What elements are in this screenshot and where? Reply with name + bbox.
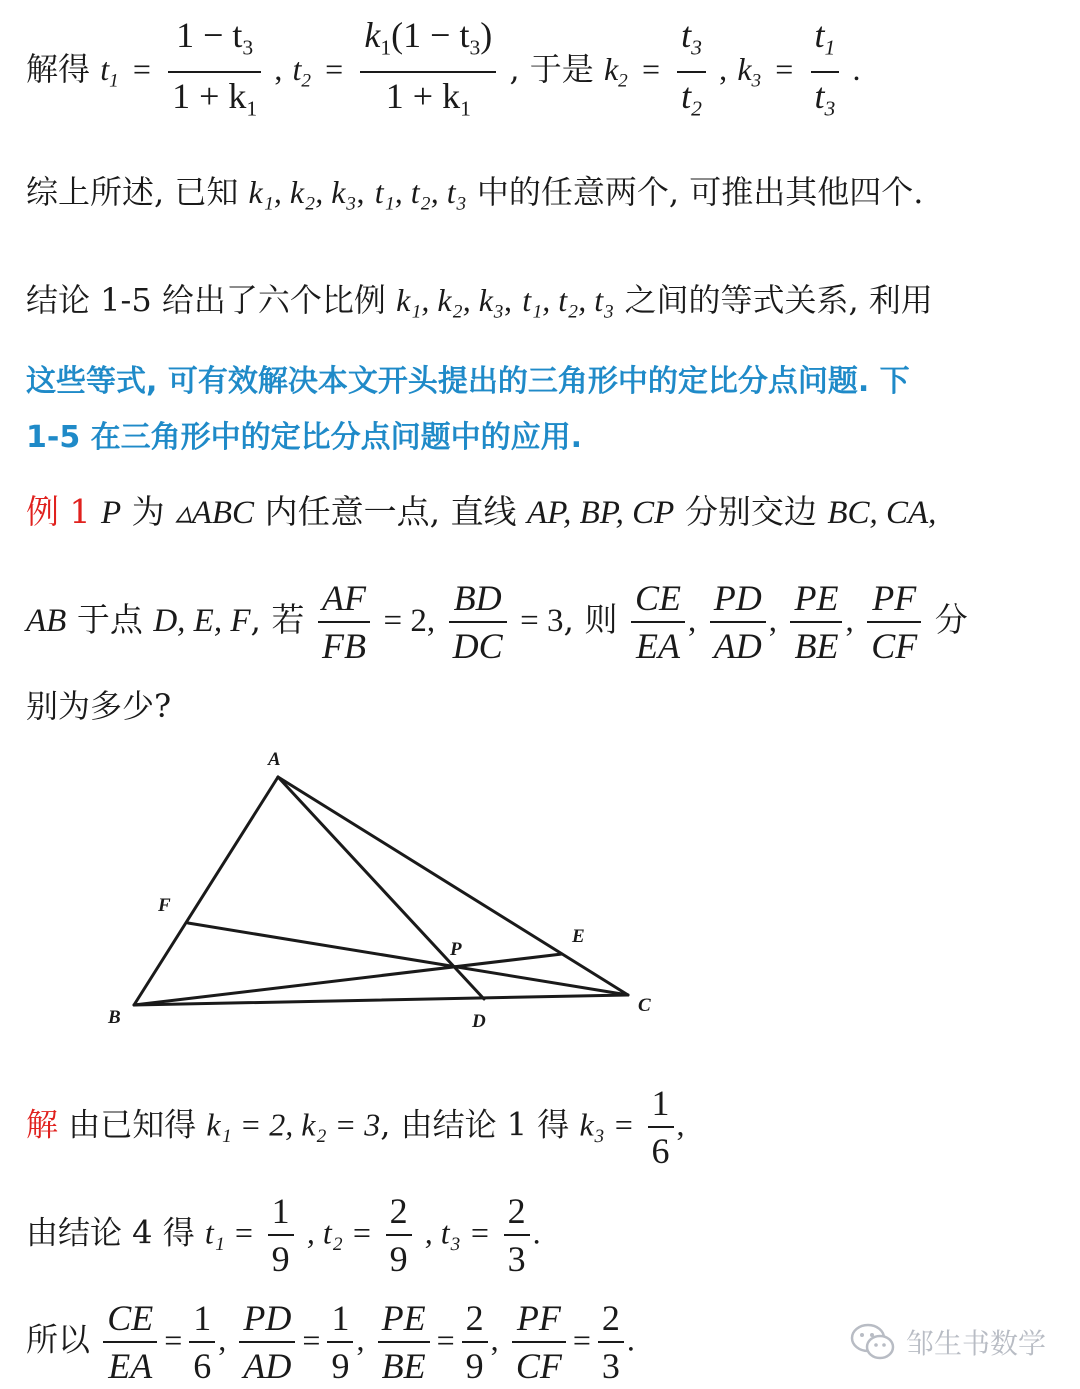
label-d: D [472,1011,486,1032]
summary-line: 综上所述, 已知 k₁, k₂, k₃, t₁, t₂, t₃ 中的任意两个, 可推出其他四个. [26,173,924,211]
fraction-k2: $\frac{t_3}{t_2}$ [677,12,706,131]
cevian-cf [188,923,628,995]
fraction-bd-dc: $\frac{BD}{DC}$ [449,575,507,669]
fraction-k3: $\frac{t_1}{t_3}$ [811,12,840,131]
triangle-figure [100,735,680,1035]
label-c: C [638,995,651,1016]
fraction-pe-be: $\frac{PE}{BE}$ [790,575,842,669]
fraction-pf-cf: $\frac{PF}{CF}$ [867,575,921,669]
fraction-t1-value: $\frac{1}{9}$ [268,1188,294,1282]
label-e: E [572,926,585,947]
example-line-3: 别为多少? [26,687,172,725]
fraction-af-fb: $\frac{AF}{FB}$ [318,575,370,669]
fraction-pe-be-result: $\frac{PE}{BE}$ [378,1295,430,1389]
fraction-ce-ea: $\frac{CE}{EA}$ [631,575,685,669]
side-ab [134,777,278,1005]
solution-label: 解 [26,1105,59,1144]
fraction-pd-ad: $\frac{PD}{AD}$ [710,575,766,669]
label-f: F [158,895,171,916]
example-line-2: AB 于点 D, E, F, 若 $\frac{AF}{FB}$ = 2, $\frac{BD}{DC}$ = 3, 则 $\frac{CE}{EA}$ , $\frac{PD}{AD}$ , $\frac{PE}{BE}$ , $\frac{PF}{CF}$ 分 [26,575,968,669]
side-ca [278,777,628,995]
fraction-pf-cf-result: $\frac{PF}{CF}$ [512,1295,566,1389]
fraction-t3-value: $\frac{2}{3}$ [504,1188,530,1282]
solution-line-3: 所以 $\frac{CE}{EA}$ = $\frac{1}{6}$ , $\frac{PD}{AD}$ = $\frac{1}{9}$ , $\frac{PE}{BE}$ = $\frac{2}{9}$ , $\frac{PF}{CF}$ = $\frac{2}{3}$ . [26,1295,635,1389]
fraction-ce-ea-result: $\frac{CE}{EA}$ [103,1295,157,1389]
watermark [850,1322,1046,1362]
wechat-icon [850,1322,896,1362]
solution-line-2: 由结论 4 得 t₁ = $\frac{1}{9}$ , t₂ = $\frac{2}{9}$ , t₃ = $\frac{2}{3}$ . [26,1188,541,1282]
watermark-text: 邹生书数学 [905,1327,1046,1360]
highlight-line-2: 1-5 在三角形中的定比分点问题中的应用. [26,420,583,455]
line-solve-t: 解得 $t_1$ = $\frac{1 - t_3}{1 + k_1}$ , $t_2$ = $\frac{k_1(1 - t_3)}{1 + k_1}$ , 于是 $k_2$ = $\frac{t_3}{t_2}$ , $k_3$ = $\frac{t_1}{t_3}$ . [26,12,860,131]
conclusion-line: 结论 1-5 给出了六个比例 k₁, k₂, k₃, t₁, t₂, t₃ 之间的等式关系, 利用 [26,281,933,319]
fraction-t2: $\frac{k_1(1 - t_3)}{1 + k_1}$ [360,12,496,131]
label-b: B [108,1007,121,1028]
fraction-t2-value: $\frac{2}{9}$ [386,1188,412,1282]
label-p: P [450,939,462,960]
example-label: 例 1 [26,492,91,531]
solution-line-1: 解 由已知得 k₁ = 2, k₂ = 3, 由结论 1 得 k₃ = $\frac{1}{6}$ , [26,1080,685,1174]
fraction-t1: $\frac{1 - t_3}{1 + k_1}$ [168,12,261,131]
fraction-k3-value: $\frac{1}{6}$ [648,1080,674,1174]
highlight-line-1: 这些等式, 可有效解决本文开头提出的三角形中的定比分点问题. 下 [26,364,910,399]
example-line-1: 例 1 P 为 ▵ABC 内任意一点, 直线 AP, BP, CP 分别交边 BC, CA, [26,492,937,531]
label-a: A [268,749,281,770]
fraction-pd-ad-result: $\frac{PD}{AD}$ [239,1295,295,1389]
